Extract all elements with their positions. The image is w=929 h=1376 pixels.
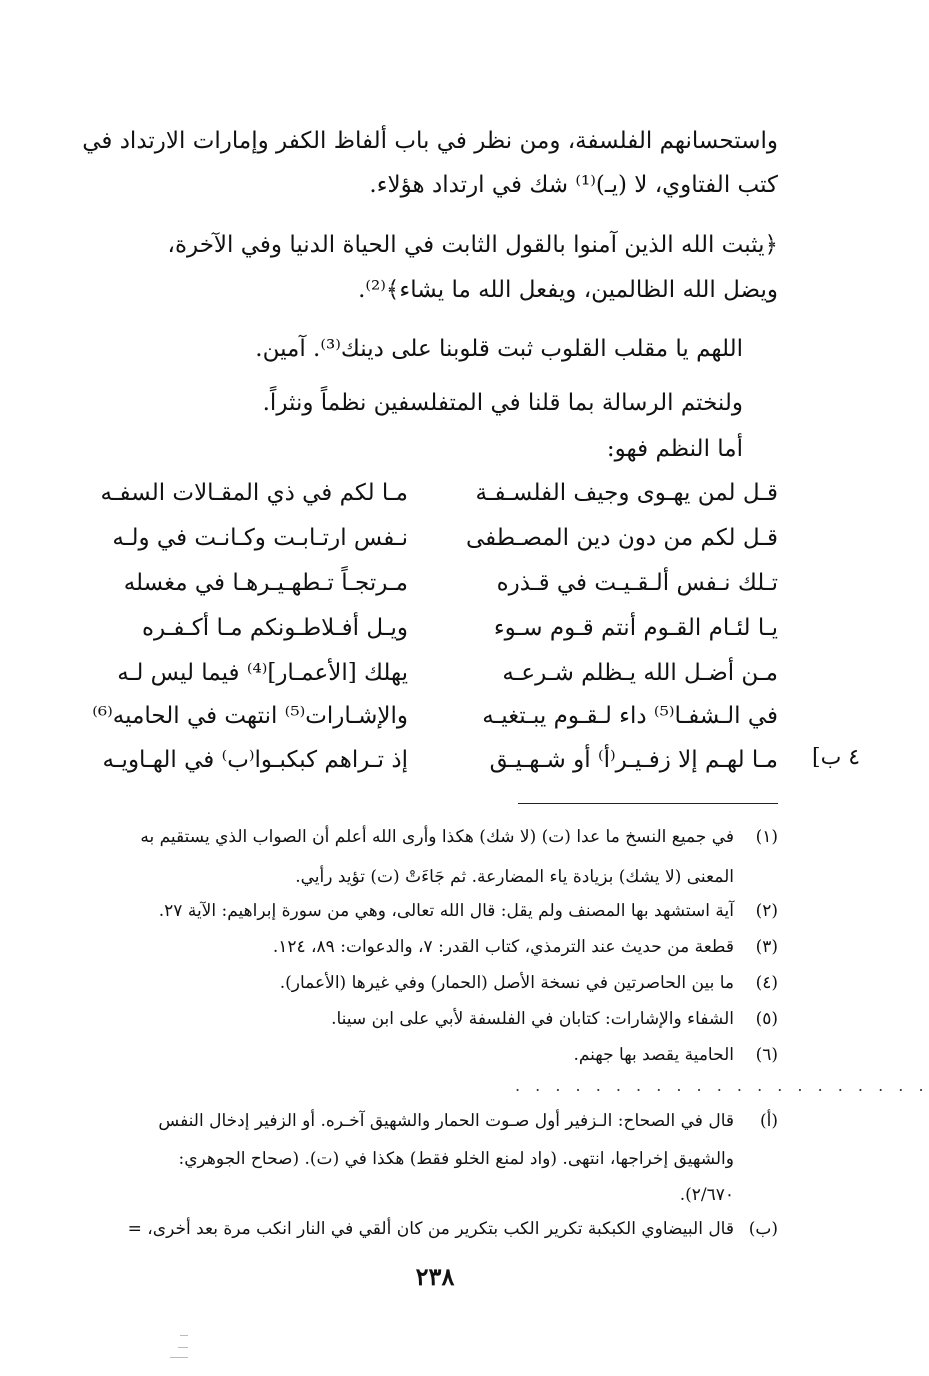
editor-note-letter: (أ) [760, 1111, 778, 1131]
footnote-text: المعنى (لا يشك) بزيادة ياء المضارعة. ثم جَاءَتْ (ت) تؤيد رأيي. [295, 867, 734, 887]
poem-verse [78, 615, 778, 655]
footnote-continuation [78, 860, 778, 894]
editor-note-continuation [68, 1178, 778, 1212]
scan-specks [140, 1335, 200, 1365]
body-line-1: واستحسانهم الفلسفة، ومن نظر في باب ألفاظ الكفر وإمارات الارتداد في [82, 128, 778, 154]
footnote-text: في جميع النسخ ما عدا (ت) (لا شك) هكذا وأرى الله أعلم أن الصواب الذي يستقيم به [140, 827, 734, 847]
quran-verse-line-2: ويضل الله الظالمين، ويفعل الله ما يشاء﴾⁽²⁾. [358, 277, 778, 303]
footnote-number: (٥) [755, 1009, 778, 1029]
poem-second-hemistich: نـفس ارتـابـت وكـانـت في ولـه [112, 525, 408, 551]
poem-second-hemistich: إذ تـراهم كبكبـوا⁽ب⁾ في الهـاويـه [102, 747, 408, 773]
footnote-text: الشفاء والإشارات: كتابان في الفلسفة لأبي على ابن سينا. [331, 1009, 734, 1029]
poem-second-hemistich: والإشـارات⁽⁵⁾ انتهت في الحاميه⁽⁶⁾ [92, 703, 408, 729]
body-line-2: كتب الفتاوي، لا (يـ)⁽¹⁾ شك في ارتداد هؤلاء. [369, 172, 778, 198]
footnote [78, 894, 778, 928]
footnote-number: (٢) [755, 901, 778, 921]
footnote-number: (٤) [755, 973, 778, 993]
conclusion-line: ولنختم الرسالة بما قلنا في المتفلسفين نظماً ونثراً. [262, 390, 743, 416]
quran-verse-line-1: ﴿يثبت الله الذين آمنوا بالقول الثابت في الحياة الدنيا وفي الآخرة، [167, 232, 778, 258]
footnote-number: (٦) [755, 1045, 778, 1065]
manuscript-folio-marker: ٤ ب] [812, 745, 861, 770]
footnote-text: الحامية يقصد بها جهنم. [573, 1045, 734, 1065]
poem-first-hemistich: مـن أضـل الله يـظلم شـرعـه [502, 660, 778, 686]
page-number: ٢٣٨ [415, 1262, 455, 1291]
editor-note-text: قال في الصحاح: الـزفير أول صـوت الحمار والشهيق آخـره. أو الزفير إدخال النفس [158, 1111, 734, 1131]
poem-verse [78, 660, 778, 700]
footnote [78, 1002, 778, 1036]
poem-first-hemistich: قـل لكم من دون دين المصـطفى [466, 525, 778, 551]
editor-note-letter: (ب) [748, 1219, 778, 1239]
editor-note [68, 1104, 778, 1138]
poem-second-hemistich: مـا لكم في ذي المقـالات السفـه [100, 480, 408, 506]
editor-note-continuation [68, 1142, 778, 1176]
poem-verse [78, 570, 778, 610]
poem-verse [78, 480, 778, 520]
poem-second-hemistich: مـرتجـاً تـطهـيـرهـا في مغسله [123, 570, 408, 596]
poem-verse [78, 525, 778, 565]
footnote-text: قطعة من حديث عند الترمذي، كتاب القدر: ٧، والدعوات: ٨٩، ١٢٤. [272, 937, 734, 957]
poem-first-hemistich: تـلك نـفس ألـقـيـت في قـذره [496, 570, 778, 596]
editor-note [68, 1212, 778, 1246]
footnote-divider [518, 803, 778, 804]
footnote-text: ما بين الحاصرتين في نسخة الأصل (الحمار) وفي غيرها (الأعمار). [279, 973, 734, 993]
poem-intro: أما النظم فهو: [606, 436, 743, 462]
footnote [78, 820, 778, 854]
footnote-text: آية استشهد بها المصنف ولم يقل: قال الله تعالى، وهي من سورة إبراهيم: الآية ٢٧. [158, 901, 734, 921]
poem-first-hemistich: في الـشفـا⁽⁵⁾ داء لـقـوم يبـتغيـه [482, 703, 778, 729]
poem-second-hemistich: يهلك [الأعمـار]⁽⁴⁾ فيما ليس لـه [117, 660, 408, 686]
footnote-number: (١) [755, 827, 778, 847]
poem-second-hemistich: ويـل أفـلاطـونكم مـا أكـفـره [141, 615, 408, 641]
editor-notes-separator: . . . . . . . . . . . . . . . . . . . . . [515, 1076, 929, 1095]
footnote-number: (٣) [755, 937, 778, 957]
poem-first-hemistich: يـا لئـام القـوم أنتم قـوم سـوء [493, 615, 778, 641]
editor-note-text: ٢/٦٧٠). [679, 1185, 734, 1205]
editor-note-text: والشهيق إخراجها، انتهى. (واد لمنع الخلو فقط) هكذا في (ت). (صحاح الجوهري: [178, 1149, 734, 1169]
poem-first-hemistich: مـا لهـم إلا زفـيـر⁽أ⁾ أو شـهـيـق [489, 747, 778, 773]
footnote [78, 966, 778, 1000]
editor-note-text: قال البيضاوي الكبكبة تكرير الكب بتكرير من كان ألقي في النار انكب مرة بعد أخرى، = [127, 1219, 734, 1239]
poem-verse [78, 747, 778, 787]
poem-first-hemistich: قـل لمن يهـوى وجيف الفلسـفـة [475, 480, 778, 506]
prayer-line: اللهم يا مقلب القلوب ثبت قلوبنا على دينك⁽³⁾. آمين. [255, 336, 743, 362]
footnote [78, 930, 778, 964]
poem-verse [78, 703, 778, 743]
footnote [78, 1038, 778, 1072]
